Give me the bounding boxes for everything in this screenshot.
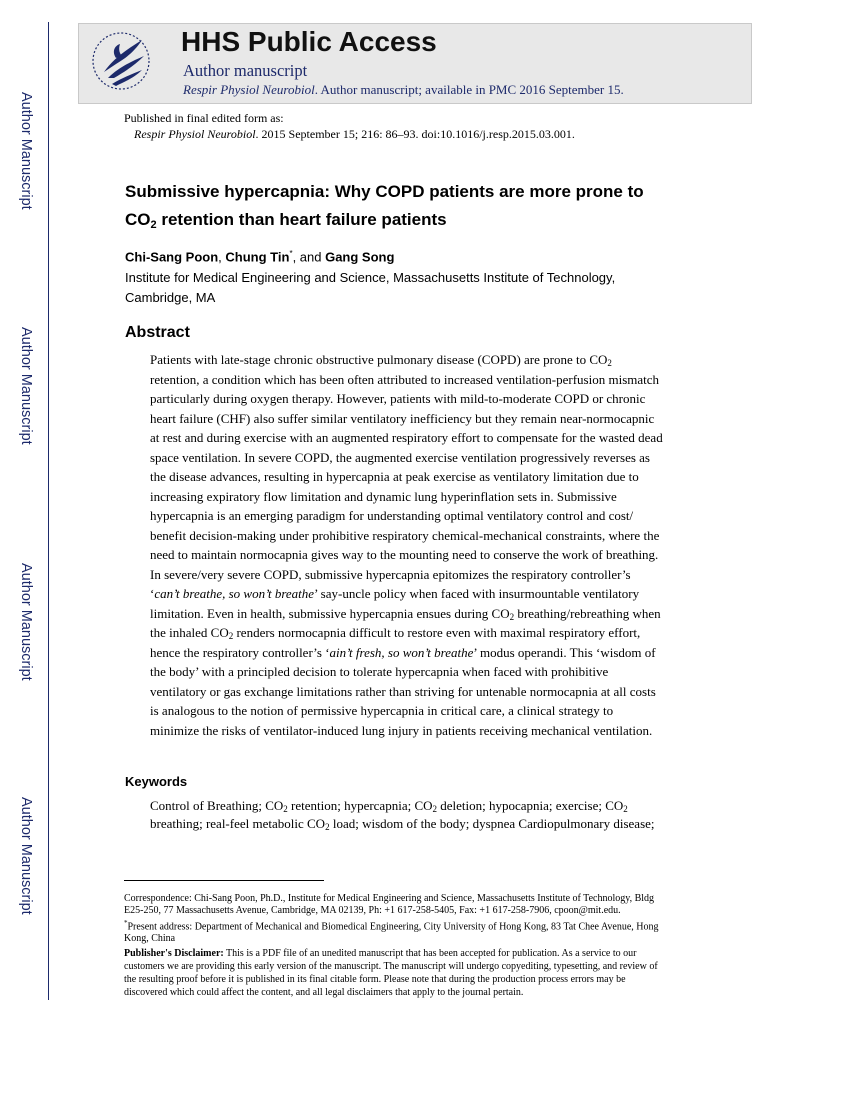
article-title: Submissive hypercapnia: Why COPD patients are more prone to $CO_2$ retention than heart failure patients xyxy=(125,182,644,231)
publisher-disclaimer: Publisher's Disclaimer: This is a PDF file of an unedited manuscript that has been accepted for publication. As a service to our customers we are providing this early version of the manuscript. The manuscript will undergo copyediting, typesetting, and review of the resulting proof before it is published in its final citable form. Please note that during the production process errors may be discovered which could affect the content, and all legal disclaimers that apply to the journal pertain. xyxy=(124,948,658,998)
hhs-eagle-logo-icon xyxy=(86,28,156,94)
abstract-heading: Abstract xyxy=(125,324,190,341)
footnote-divider xyxy=(124,880,324,881)
margin-rule xyxy=(48,22,49,1000)
author-name: Chi-Sang Poon xyxy=(125,249,219,265)
author-list: Chi-Sang Poon, Chung Tin*, and Gang Song xyxy=(125,249,395,265)
banner-subtitle: Author manuscript xyxy=(183,61,308,80)
banner-title: HHS Public Access xyxy=(181,26,437,57)
author-name: Chung Tin xyxy=(225,249,290,265)
footnotes: Correspondence: Chi-Sang Poon, Ph.D., Institute for Medical Engineering and Science, Massachusetts Institute of Technology, Bldg E25-250, 77 Massachusetts Avenue, Cambridge, MA 02139, Ph: +1 617-258-5405, Fax: +1 617-258-7906, cpoon@mit.edu. *Present address: Department of Mechanical and Biomedical Engineering, City University of Hong Kong, 83 Tat Chee Avenue, Hong Kong, China xyxy=(124,893,659,945)
keywords-heading: Keywords xyxy=(125,774,188,789)
affiliation: Institute for Medical Engineering and Science, Massachusetts Institute of Technology, Cambridge, MA xyxy=(125,270,616,305)
published-label: Published in final edited form as: xyxy=(124,111,284,125)
keywords-list: Control of Breathing; $CO_2$ retention; hypercapnia; $CO_2$ deletion; hypocapnia; exercise; $CO_2$ breathing; real-feel metabolic $CO_2$ load; wisdom of the body; dyspnea Cardiopulmonary disease; xyxy=(150,798,655,832)
author-name: Gang Song xyxy=(325,249,395,265)
abstract-body: Patients with late-stage chronic obstructive pulmonary disease (COPD) are prone to $CO_2$ retention, a condition which has been often attributed to increased ventilation-perfusion mismatch particularly during oxygen therapy. However, patients with mild-to-moderate COPD or chronic heart failure (CHF) also suffer similar ventilatory inefficiency but they remain near-normocapnic at rest and during exercise with an augmented respiratory effort to compensate for the wasted dead space ventilation. In severe COPD, the augmented exercise ventilation progressively reverses as the disease advances, resulting in hypercapnia at peak exercise as ventilatory limitation due to increasing expiratory flow limitation and dynamic lung hyperinflation sets in. Submissive hypercapnia is an emerging paradigm for understanding optimal ventilatory control and cost/ benefit decision-making under prohibitive respiratory chemical-mechanical constraints, where the need to maintain normocapnia gives way to the mounting need to conserve the work of breathing. In severe/very severe COPD, submissive hypercapnia epitomizes the respiratory controller’s ‘can’t breathe, so won’t breathe’ say-uncle policy when faced with insurmountable ventilatory limitation. Even in health, submissive hypercapnia ensues during $CO_2$ breathing/rebreathing when the inhaled $CO_2$ renders normocapnia difficult to restore even with maximal respiratory effort, hence the respiratory controller’s ‘ain’t fresh, so won’t breathe’ modus operandi. This ‘wisdom of the body’ with a principled decision to tolerate hypercapnia when faced with prohibitive ventilatory or gas exchange limitations rather than striving for untenable normocapnia at all costs is analogous to the notion of permissive hypercapnia in critical care, a clinical strategy to minimize the risks of ventilator-induced lung injury in patients receiving mechanical ventilation. xyxy=(150,352,663,738)
citation: Respir Physiol Neurobiol. 2015 September 15; 216: 86–93. doi:10.1016/j.resp.2015.03.001. xyxy=(134,127,575,141)
banner-availability: Respir Physiol Neurobiol. Author manuscript; available in PMC 2016 September 15. xyxy=(183,82,624,97)
